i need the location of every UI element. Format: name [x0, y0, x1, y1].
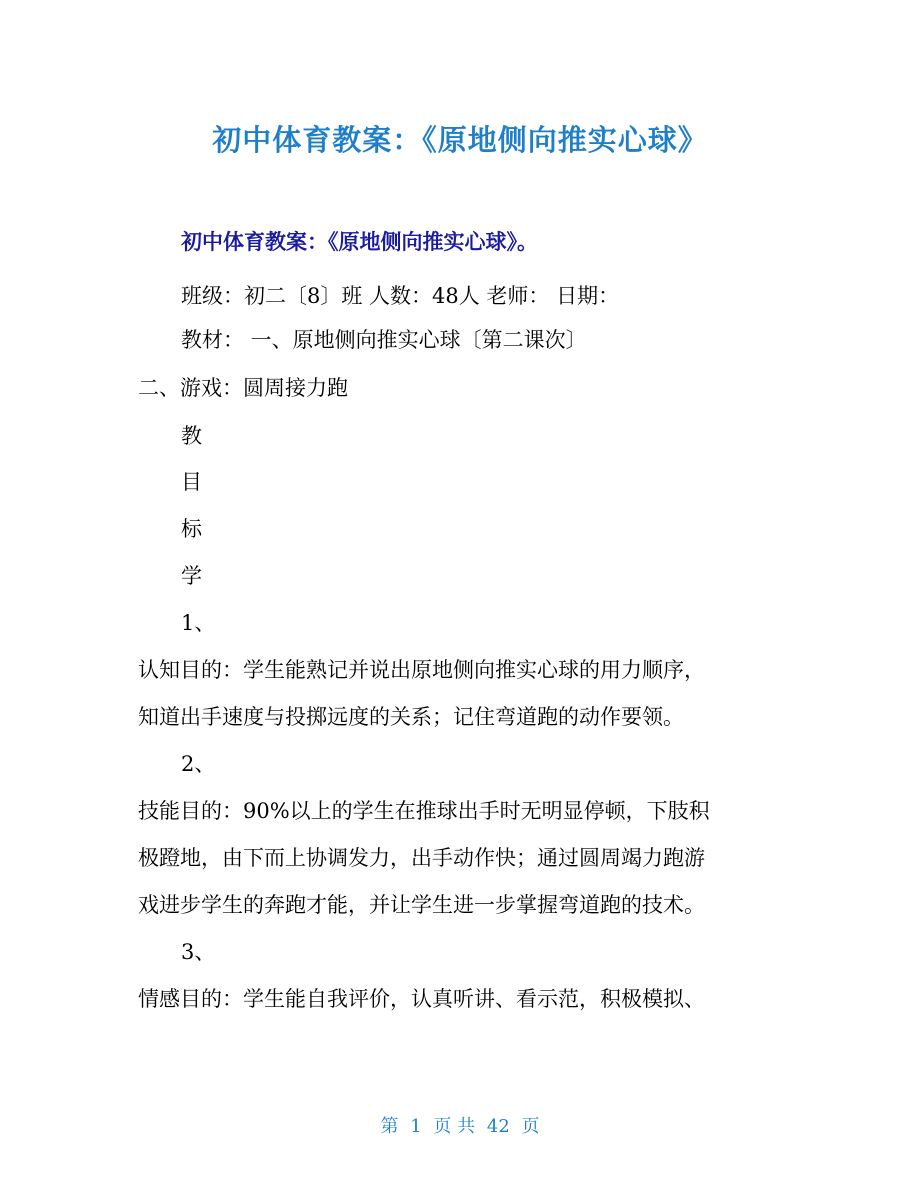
item-number-2: 2、 [181, 752, 216, 776]
item-number-1: 1、 [181, 611, 216, 635]
skill-goal-line-1: 技能目的：90%以上的学生在推球出手时无明显停顿，下肢积 [138, 799, 710, 823]
item-number-3: 3、 [181, 940, 216, 964]
skill-goal-line-3: 戏进步学生的奔跑才能，并让学生进一步掌握弯道跑的技术。 [138, 893, 705, 917]
vertical-char-4: 学 [181, 564, 202, 588]
skill-goal-line-2: 极蹬地，由下而上协调发力，出手动作快；通过圆周竭力跑游 [138, 846, 705, 870]
footer-total-pages: 42 [486, 1116, 510, 1137]
class-info-line: 班级：初二〔8〕班 人数：48人 老师： 日期： [181, 284, 620, 308]
vertical-char-3: 标 [181, 517, 202, 541]
material-line: 教材： 一、原地侧向推实心球〔第二课次〕 [181, 328, 587, 352]
cognitive-goal-line-1: 认知目的：学生能熟记并说出原地侧向推实心球的用力顺序， [138, 658, 705, 682]
vertical-char-2: 目 [181, 470, 202, 494]
footer-middle: 页 共 [433, 1116, 476, 1137]
footer-suffix: 页 [521, 1116, 540, 1137]
page-footer [0, 1112, 920, 1138]
cognitive-goal-line-2: 知道出手速度与投掷远度的关系；记住弯道跑的动作要领。 [138, 705, 684, 729]
footer-page-number: 1 [410, 1116, 422, 1137]
game-line: 二、游戏：圆周接力跑 [138, 376, 348, 400]
footer-prefix: 第 [380, 1116, 399, 1137]
emotional-goal-line-1: 情感目的：学生能自我评价，认真听讲、看示范，积极模拟、 [138, 987, 705, 1011]
vertical-char-1: 教 [181, 424, 202, 448]
section-heading: 初中体育教案：《原地侧向推实心球》。 [181, 230, 538, 254]
page-title: 初中体育教案：《原地侧向推实心球》 [212, 123, 708, 157]
